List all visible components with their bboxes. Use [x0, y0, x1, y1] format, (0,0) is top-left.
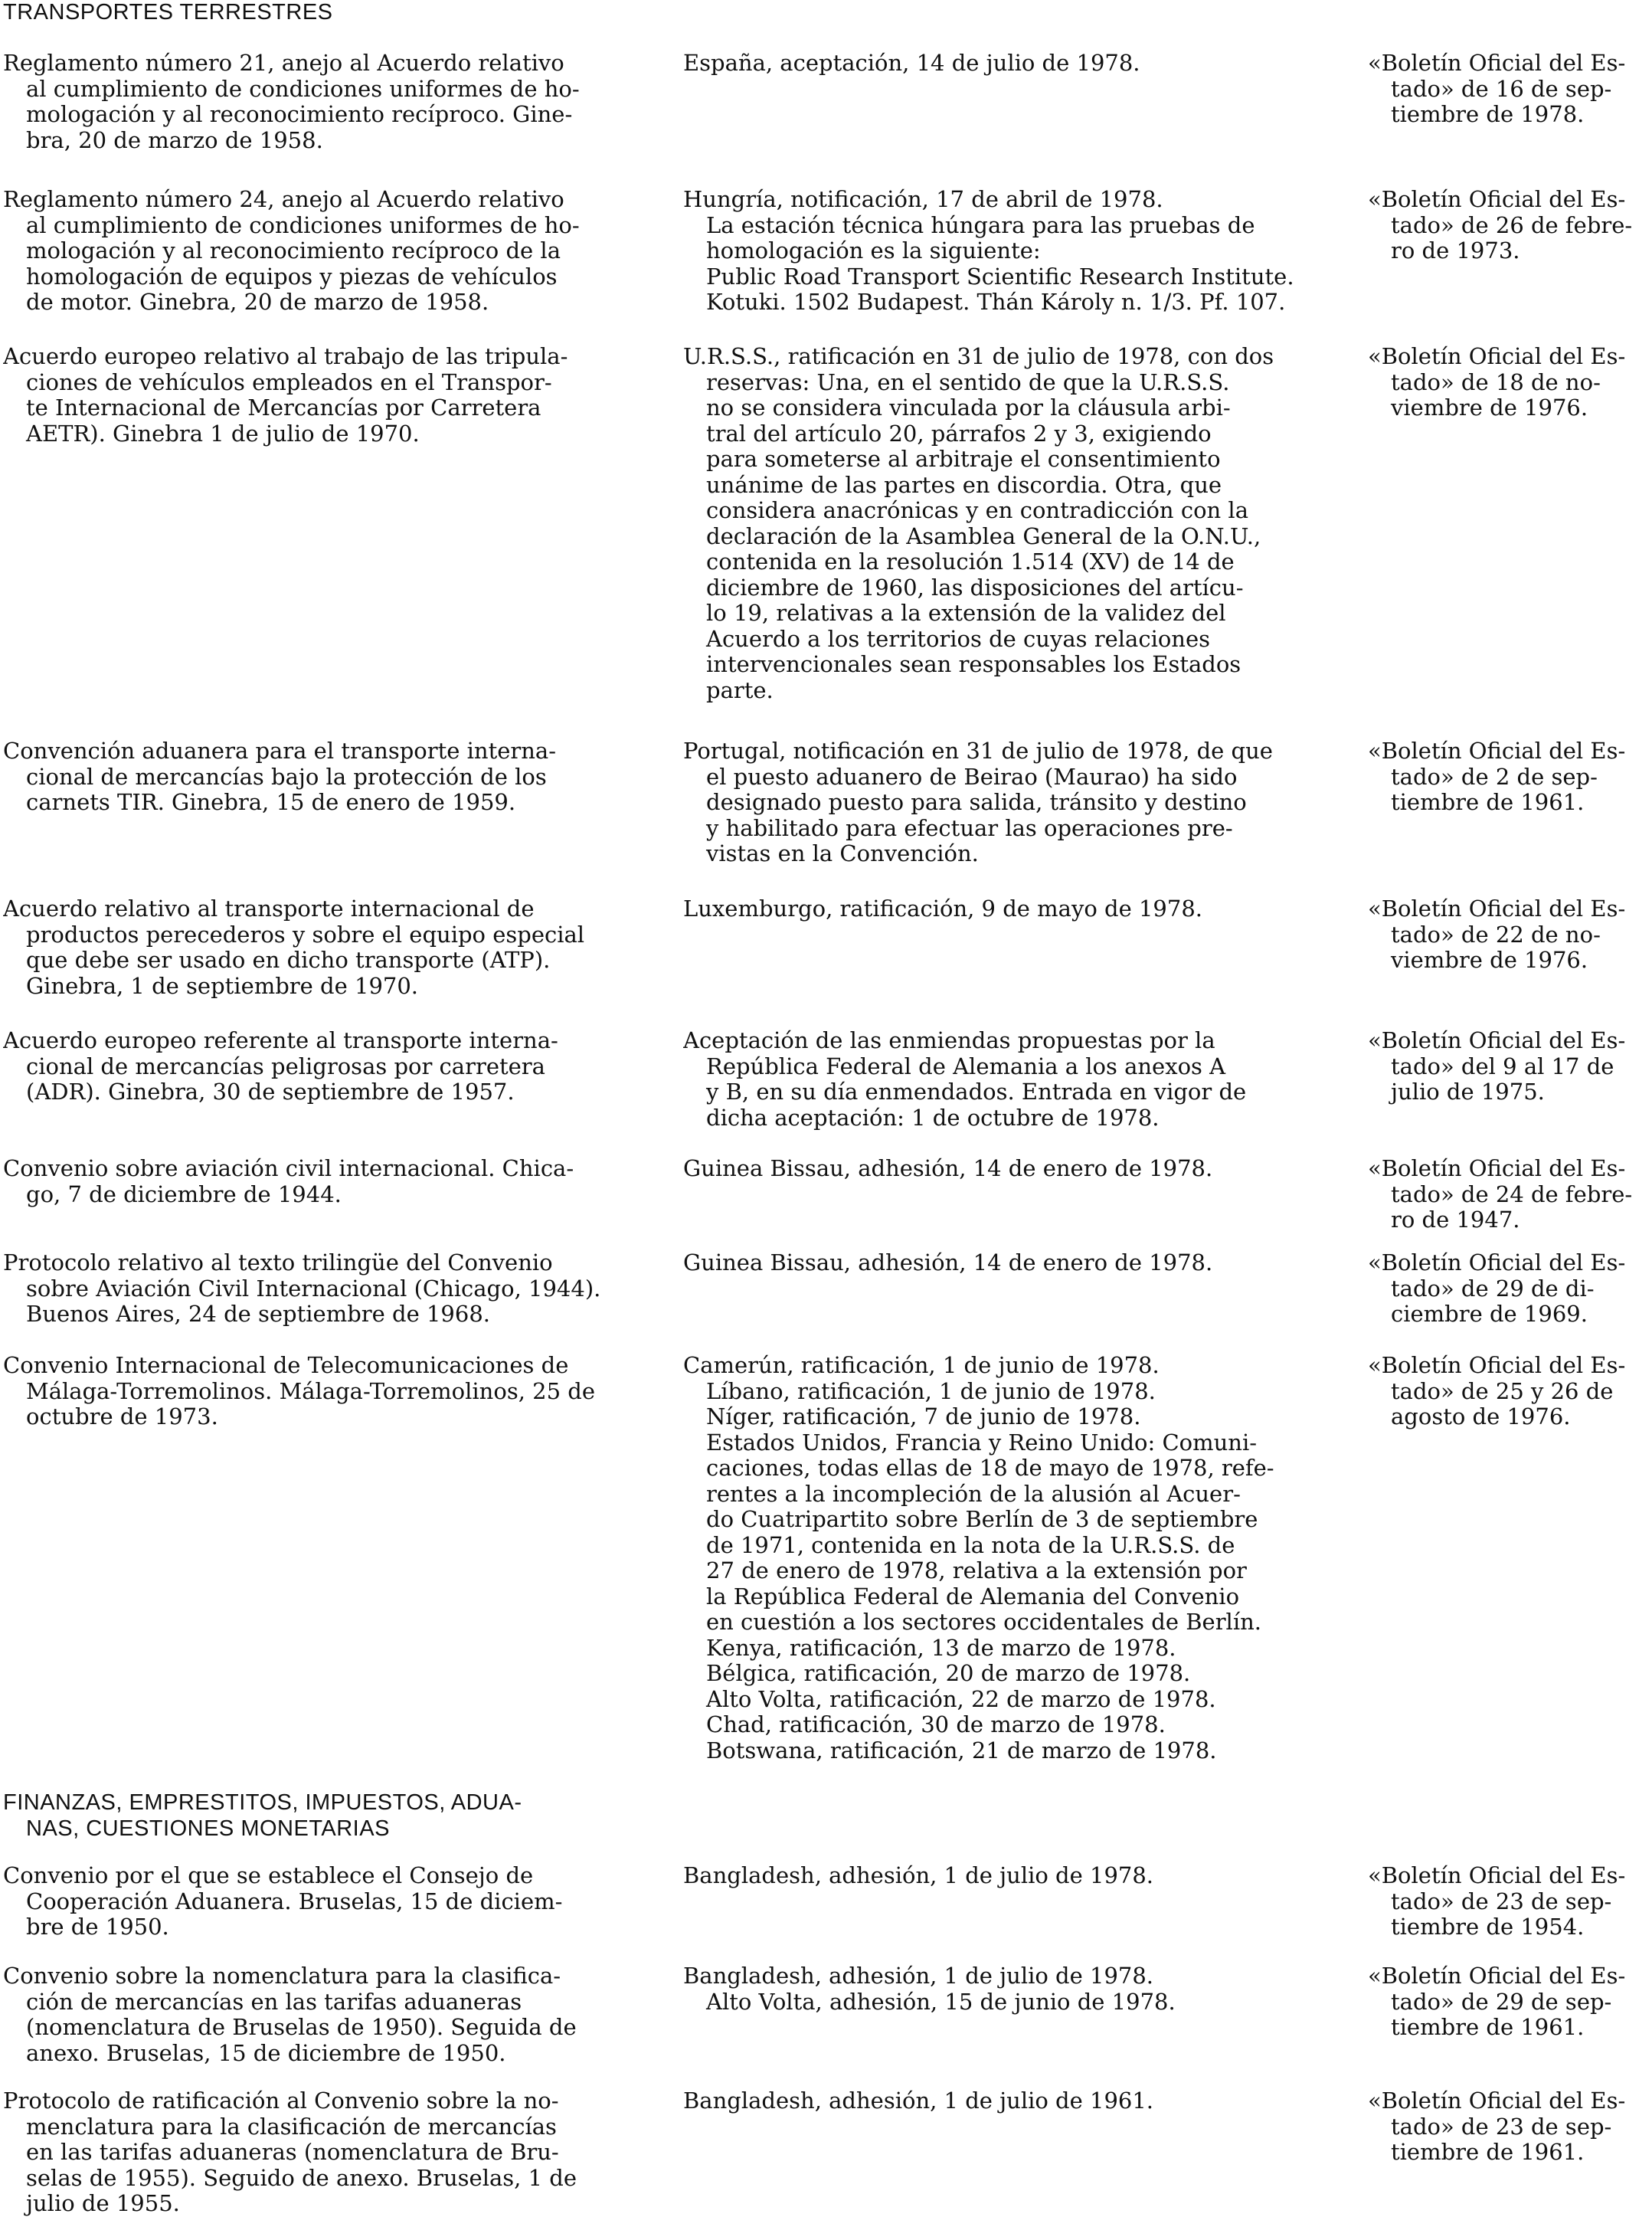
text-line: designado puesto para salida, tránsito y destino: [706, 790, 1247, 815]
heading-line: NAS, CUESTIONES MONETARIAS: [26, 1816, 390, 1841]
text-line: y habilitado para efectuar las operaciones pre-: [706, 815, 1233, 841]
text-line: «Boletín Oficial del Es-: [1368, 1028, 1626, 1053]
text-line: Protocolo de ratificación al Convenio sobre la no-: [3, 2088, 559, 2114]
text-line: Reglamento número 21, anejo al Acuerdo relativo: [3, 51, 564, 76]
text-line: tado» de 29 de di-: [1391, 1276, 1595, 1302]
treaty-title: [3, 1028, 643, 1105]
text-line: diciembre de 1960, las disposiciones del artícu-: [706, 575, 1244, 601]
text-line: Bangladesh, adhesión, 1 de julio de 1978.: [683, 1863, 1154, 1888]
text-line: «Boletín Oficial del Es-: [1368, 1250, 1626, 1276]
treaty-publication: [1368, 187, 1647, 264]
treaty-action: [683, 896, 1327, 922]
text-line: «Boletín Oficial del Es-: [1368, 1353, 1626, 1378]
text-line: tado» de 25 y 26 de: [1391, 1378, 1614, 1404]
text-line: vistas en la Convención.: [706, 841, 979, 866]
text-line: Protocolo relativo al texto trilingüe del Convenio: [3, 1250, 553, 1276]
text-line: carnets TIR. Ginebra, 15 de enero de 1959.: [26, 790, 516, 815]
text-line: Buenos Aires, 24 de septiembre de 1968.: [26, 1302, 490, 1327]
section-heading: [3, 0, 646, 26]
text-line: «Boletín Oficial del Es-: [1368, 2088, 1626, 2114]
text-line: tiembre de 1961.: [1391, 790, 1585, 815]
text-line: «Boletín Oficial del Es-: [1368, 1156, 1626, 1181]
treaty-publication: [1368, 738, 1647, 816]
text-line: Níger, ratificación, 7 de junio de 1978.: [706, 1404, 1141, 1429]
text-line: Convenio sobre aviación civil internacional. Chica-: [3, 1156, 574, 1181]
text-line: bra, 20 de marzo de 1958.: [26, 127, 323, 153]
treaty-title: [3, 2088, 643, 2217]
text-line: en cuestión a los sectores occidentales de Berlín.: [706, 1610, 1261, 1635]
text-line: Portugal, notificación en 31 de julio de 1978, de que: [683, 738, 1273, 764]
treaty-title: [3, 1353, 643, 1430]
text-line: caciones, todas ellas de 18 de mayo de 1978, refe-: [706, 1456, 1274, 1481]
text-line: homologación es la siguiente:: [706, 238, 1041, 264]
text-line: Kotuki. 1502 Budapest. Thán Károly n. 1/3. Pf. 107.: [706, 290, 1286, 315]
text-line: viembre de 1976.: [1391, 395, 1588, 421]
treaty-publication: [1368, 1028, 1647, 1105]
text-line: lo 19, relativas a la extensión de la validez del: [706, 601, 1226, 626]
text-line: tiembre de 1978.: [1391, 102, 1585, 127]
text-line: Botswana, ratificación, 21 de marzo de 1978.: [706, 1737, 1217, 1763]
text-line: y B, en su día enmendados. Entrada en vigor de: [706, 1079, 1247, 1105]
treaty-publication: [1368, 2088, 1647, 2166]
text-line: parte.: [706, 677, 774, 703]
text-line: Convención aduanera para el transporte interna-: [3, 738, 557, 764]
text-line: Cooperación Aduanera. Bruselas, 15 de diciem-: [26, 1888, 563, 1914]
text-line: Málaga-Torremolinos. Málaga-Torremolinos, 25 de: [26, 1378, 595, 1404]
text-line: Acuerdo europeo relativo al trabajo de las tripula-: [3, 344, 568, 369]
text-line: te Internacional de Mercancías por Carretera: [26, 395, 541, 421]
text-line: tado» de 23 de sep-: [1391, 2114, 1612, 2140]
text-line: España, aceptación, 14 de julio de 1978.: [683, 51, 1140, 76]
treaty-publication: [1368, 344, 1647, 421]
text-line: dicha aceptación: 1 de octubre de 1978.: [706, 1105, 1160, 1131]
text-line: La estación técnica húngara para las pruebas de: [706, 212, 1255, 238]
text-line: «Boletín Oficial del Es-: [1368, 1963, 1626, 1989]
text-line: cional de mercancías bajo la protección de los: [26, 764, 547, 790]
text-line: octubre de 1973.: [26, 1404, 218, 1429]
text-line: homologación de equipos y piezas de vehículos: [26, 264, 558, 290]
text-line: tado» de 24 de febre-: [1391, 1181, 1633, 1207]
text-line: go, 7 de diciembre de 1944.: [26, 1181, 342, 1207]
text-line: Luxemburgo, ratificación, 9 de mayo de 1978.: [683, 896, 1202, 922]
treaty-action: [683, 1028, 1327, 1131]
text-line: Aceptación de las enmiendas propuestas por la: [683, 1028, 1215, 1053]
text-line: de 1971, contenida en la nota de la U.R.S.S. de: [706, 1532, 1235, 1558]
text-line: la República Federal de Alemania del Convenio: [706, 1583, 1240, 1610]
text-line: República Federal de Alemania a los anexos A: [706, 1053, 1226, 1079]
text-line: Bangladesh, adhesión, 1 de julio de 1961.: [683, 2088, 1154, 2114]
text-line: Kenya, ratificación, 13 de marzo de 1978.: [706, 1635, 1176, 1661]
text-line: bre de 1950.: [26, 1914, 169, 1940]
text-line: «Boletín Oficial del Es-: [1368, 344, 1626, 369]
text-line: de motor. Ginebra, 20 de marzo de 1958.: [26, 290, 489, 315]
text-line: ciones de vehículos empleados en el Transpor-: [26, 369, 552, 395]
text-line: intervencionales sean responsables los Estados: [706, 652, 1241, 677]
text-line: Public Road Transport Scientific Research Institute.: [706, 264, 1294, 290]
treaty-action: [683, 344, 1327, 703]
text-line: Convenio sobre la nomenclatura para la clasifica-: [3, 1963, 561, 1989]
treaty-action: [683, 1963, 1327, 2015]
treaty-action: [683, 51, 1327, 77]
text-line: al cumplimiento de condiciones uniformes de ho-: [26, 212, 580, 238]
text-line: tral del artículo 20, párrafos 2 y 3, exigiendo: [706, 421, 1212, 447]
text-line: Convenio por el que se establece el Consejo de: [3, 1863, 534, 1888]
text-line: U.R.S.S., ratificación en 31 de julio de 1978, con dos: [683, 344, 1274, 369]
text-line: contenida en la resolución 1.514 (XV) de 14 de: [706, 549, 1235, 575]
treaty-action: [683, 1353, 1327, 1763]
text-line: tiembre de 1961.: [1391, 2015, 1585, 2040]
text-line: «Boletín Oficial del Es-: [1368, 738, 1626, 764]
text-line: (ADR). Ginebra, 30 de septiembre de 1957.: [26, 1079, 515, 1105]
text-line: Camerún, ratificación, 1 de junio de 1978.: [683, 1353, 1160, 1378]
text-line: tado» de 22 de no-: [1391, 922, 1601, 948]
treaty-action: [683, 1863, 1327, 1889]
treaty-title: [3, 1963, 643, 2066]
treaty-title: [3, 187, 643, 316]
text-line: julio de 1975.: [1391, 1079, 1545, 1105]
text-line: agosto de 1976.: [1391, 1404, 1571, 1429]
text-line: tado» del 9 al 17 de: [1391, 1053, 1614, 1079]
text-line: Estados Unidos, Francia y Reino Unido: Comuni-: [706, 1429, 1258, 1456]
treaty-title: [3, 1863, 643, 1940]
text-line: «Boletín Oficial del Es-: [1368, 1863, 1626, 1888]
text-line: ciembre de 1969.: [1391, 1302, 1588, 1327]
text-line: tiembre de 1961.: [1391, 2140, 1585, 2165]
text-line: Líbano, ratificación, 1 de junio de 1978.: [706, 1378, 1156, 1404]
text-line: considera anacrónicas y en contradicción con la: [706, 498, 1248, 523]
treaty-title: [3, 344, 643, 447]
heading-line: FINANZAS, EMPRESTITOS, IMPUESTOS, ADUA-: [3, 1790, 522, 1815]
text-line: ción de mercancías en las tarifas aduaneras: [26, 1989, 522, 2015]
text-line: Alto Volta, adhesión, 15 de junio de 1978.: [706, 1989, 1176, 2015]
text-line: Acuerdo a los territorios de cuyas relaciones: [706, 626, 1211, 652]
text-line: mologación y al reconocimiento recíproco. Gine-: [26, 102, 573, 127]
text-line: reservas: Una, en el sentido de que la U.R.S.S.: [706, 369, 1230, 395]
text-line: Bangladesh, adhesión, 1 de julio de 1978.: [683, 1963, 1154, 1989]
text-line: Bélgica, ratificación, 20 de marzo de 1978.: [706, 1661, 1191, 1686]
treaty-title: [3, 896, 643, 999]
text-line: tado» de 18 de no-: [1391, 369, 1601, 395]
treaty-title: [3, 1156, 643, 1207]
text-line: Alto Volta, ratificación, 22 de marzo de 1978.: [706, 1686, 1216, 1712]
text-line: no se considera vinculada por la cláusula arbi-: [706, 395, 1231, 421]
treaty-action: [683, 738, 1327, 867]
treaty-publication: [1368, 896, 1647, 974]
text-line: Acuerdo relativo al transporte internacional de: [3, 896, 535, 922]
text-line: Convenio Internacional de Telecomunicaciones de: [3, 1353, 569, 1378]
text-line: cional de mercancías peligrosas por carretera: [26, 1053, 545, 1079]
text-line: AETR). Ginebra 1 de julio de 1970.: [26, 421, 420, 447]
section-heading: [3, 1790, 646, 1842]
treaty-action: [683, 2088, 1327, 2114]
treaty-action: [683, 1156, 1327, 1182]
text-line: en las tarifas aduaneras (nomenclatura de Bru-: [26, 2140, 559, 2165]
treaty-publication: [1368, 1863, 1647, 1940]
text-line: para someterse al arbitraje el consentimiento: [706, 447, 1221, 472]
text-line: Guinea Bissau, adhesión, 14 de enero de 1978.: [683, 1250, 1213, 1276]
text-line: tado» de 2 de sep-: [1391, 764, 1598, 790]
text-line: julio de 1955.: [26, 2191, 180, 2216]
treaty-action: [683, 1250, 1327, 1276]
text-line: Hungría, notificación, 17 de abril de 1978.: [683, 187, 1163, 212]
text-line: rentes a la incompleción de la alusión al Acuer-: [706, 1481, 1241, 1507]
text-line: do Cuatripartito sobre Berlín de 3 de septiembre: [706, 1507, 1258, 1532]
treaty-publication: [1368, 1156, 1647, 1233]
text-line: 27 de enero de 1978, relativa a la extensión por: [706, 1558, 1247, 1583]
text-line: ro de 1973.: [1391, 238, 1520, 264]
text-line: tado» de 16 de sep-: [1391, 76, 1612, 102]
text-line: «Boletín Oficial del Es-: [1368, 51, 1626, 76]
text-line: selas de 1955). Seguido de anexo. Bruselas, 1 de: [26, 2165, 577, 2191]
text-line: unánime de las partes en discordia. Otra, que: [706, 472, 1222, 498]
text-line: (nomenclatura de Bruselas de 1950). Seguida de: [26, 2015, 577, 2040]
text-line: tado» de 26 de febre-: [1391, 212, 1633, 238]
treaty-title: [3, 738, 643, 816]
text-line: tado» de 23 de sep-: [1391, 1888, 1612, 1914]
text-line: mologación y al reconocimiento recíproco de la: [26, 238, 561, 264]
heading-line: TRANSPORTES TERRESTRES: [3, 0, 333, 25]
treaty-title: [3, 1250, 643, 1328]
treaty-publication: [1368, 51, 1647, 128]
text-line: que debe ser usado en dicho transporte (ATP).: [26, 948, 551, 973]
treaty-publication: [1368, 1963, 1647, 2041]
text-line: anexo. Bruselas, 15 de diciembre de 1950.: [26, 2040, 506, 2066]
text-line: al cumplimiento de condiciones uniformes de ho-: [26, 76, 580, 102]
text-line: viembre de 1976.: [1391, 948, 1588, 973]
text-line: Guinea Bissau, adhesión, 14 de enero de 1978.: [683, 1156, 1213, 1181]
text-line: ro de 1947.: [1391, 1207, 1520, 1233]
text-line: «Boletín Oficial del Es-: [1368, 187, 1626, 212]
text-line: menclatura para la clasificación de mercancías: [26, 2114, 557, 2140]
treaty-title: [3, 51, 643, 153]
text-line: tado» de 29 de sep-: [1391, 1989, 1612, 2015]
text-line: el puesto aduanero de Beirao (Maurao) ha sido: [706, 764, 1238, 790]
text-line: Ginebra, 1 de septiembre de 1970.: [26, 973, 419, 999]
text-line: Chad, ratificación, 30 de marzo de 1978.: [706, 1712, 1166, 1737]
text-line: sobre Aviación Civil Internacional (Chicago, 1944).: [26, 1276, 601, 1302]
treaty-publication: [1368, 1353, 1647, 1430]
text-line: Reglamento número 24, anejo al Acuerdo relativo: [3, 187, 564, 212]
text-line: declaración de la Asamblea General de la O.N.U.,: [706, 523, 1261, 549]
text-line: Acuerdo europeo referente al transporte interna-: [3, 1028, 558, 1053]
text-line: productos perecederos y sobre el equipo especial: [26, 922, 585, 948]
treaty-publication: [1368, 1250, 1647, 1328]
treaty-action: [683, 187, 1327, 316]
text-line: «Boletín Oficial del Es-: [1368, 896, 1626, 922]
text-line: tiembre de 1954.: [1391, 1914, 1585, 1940]
